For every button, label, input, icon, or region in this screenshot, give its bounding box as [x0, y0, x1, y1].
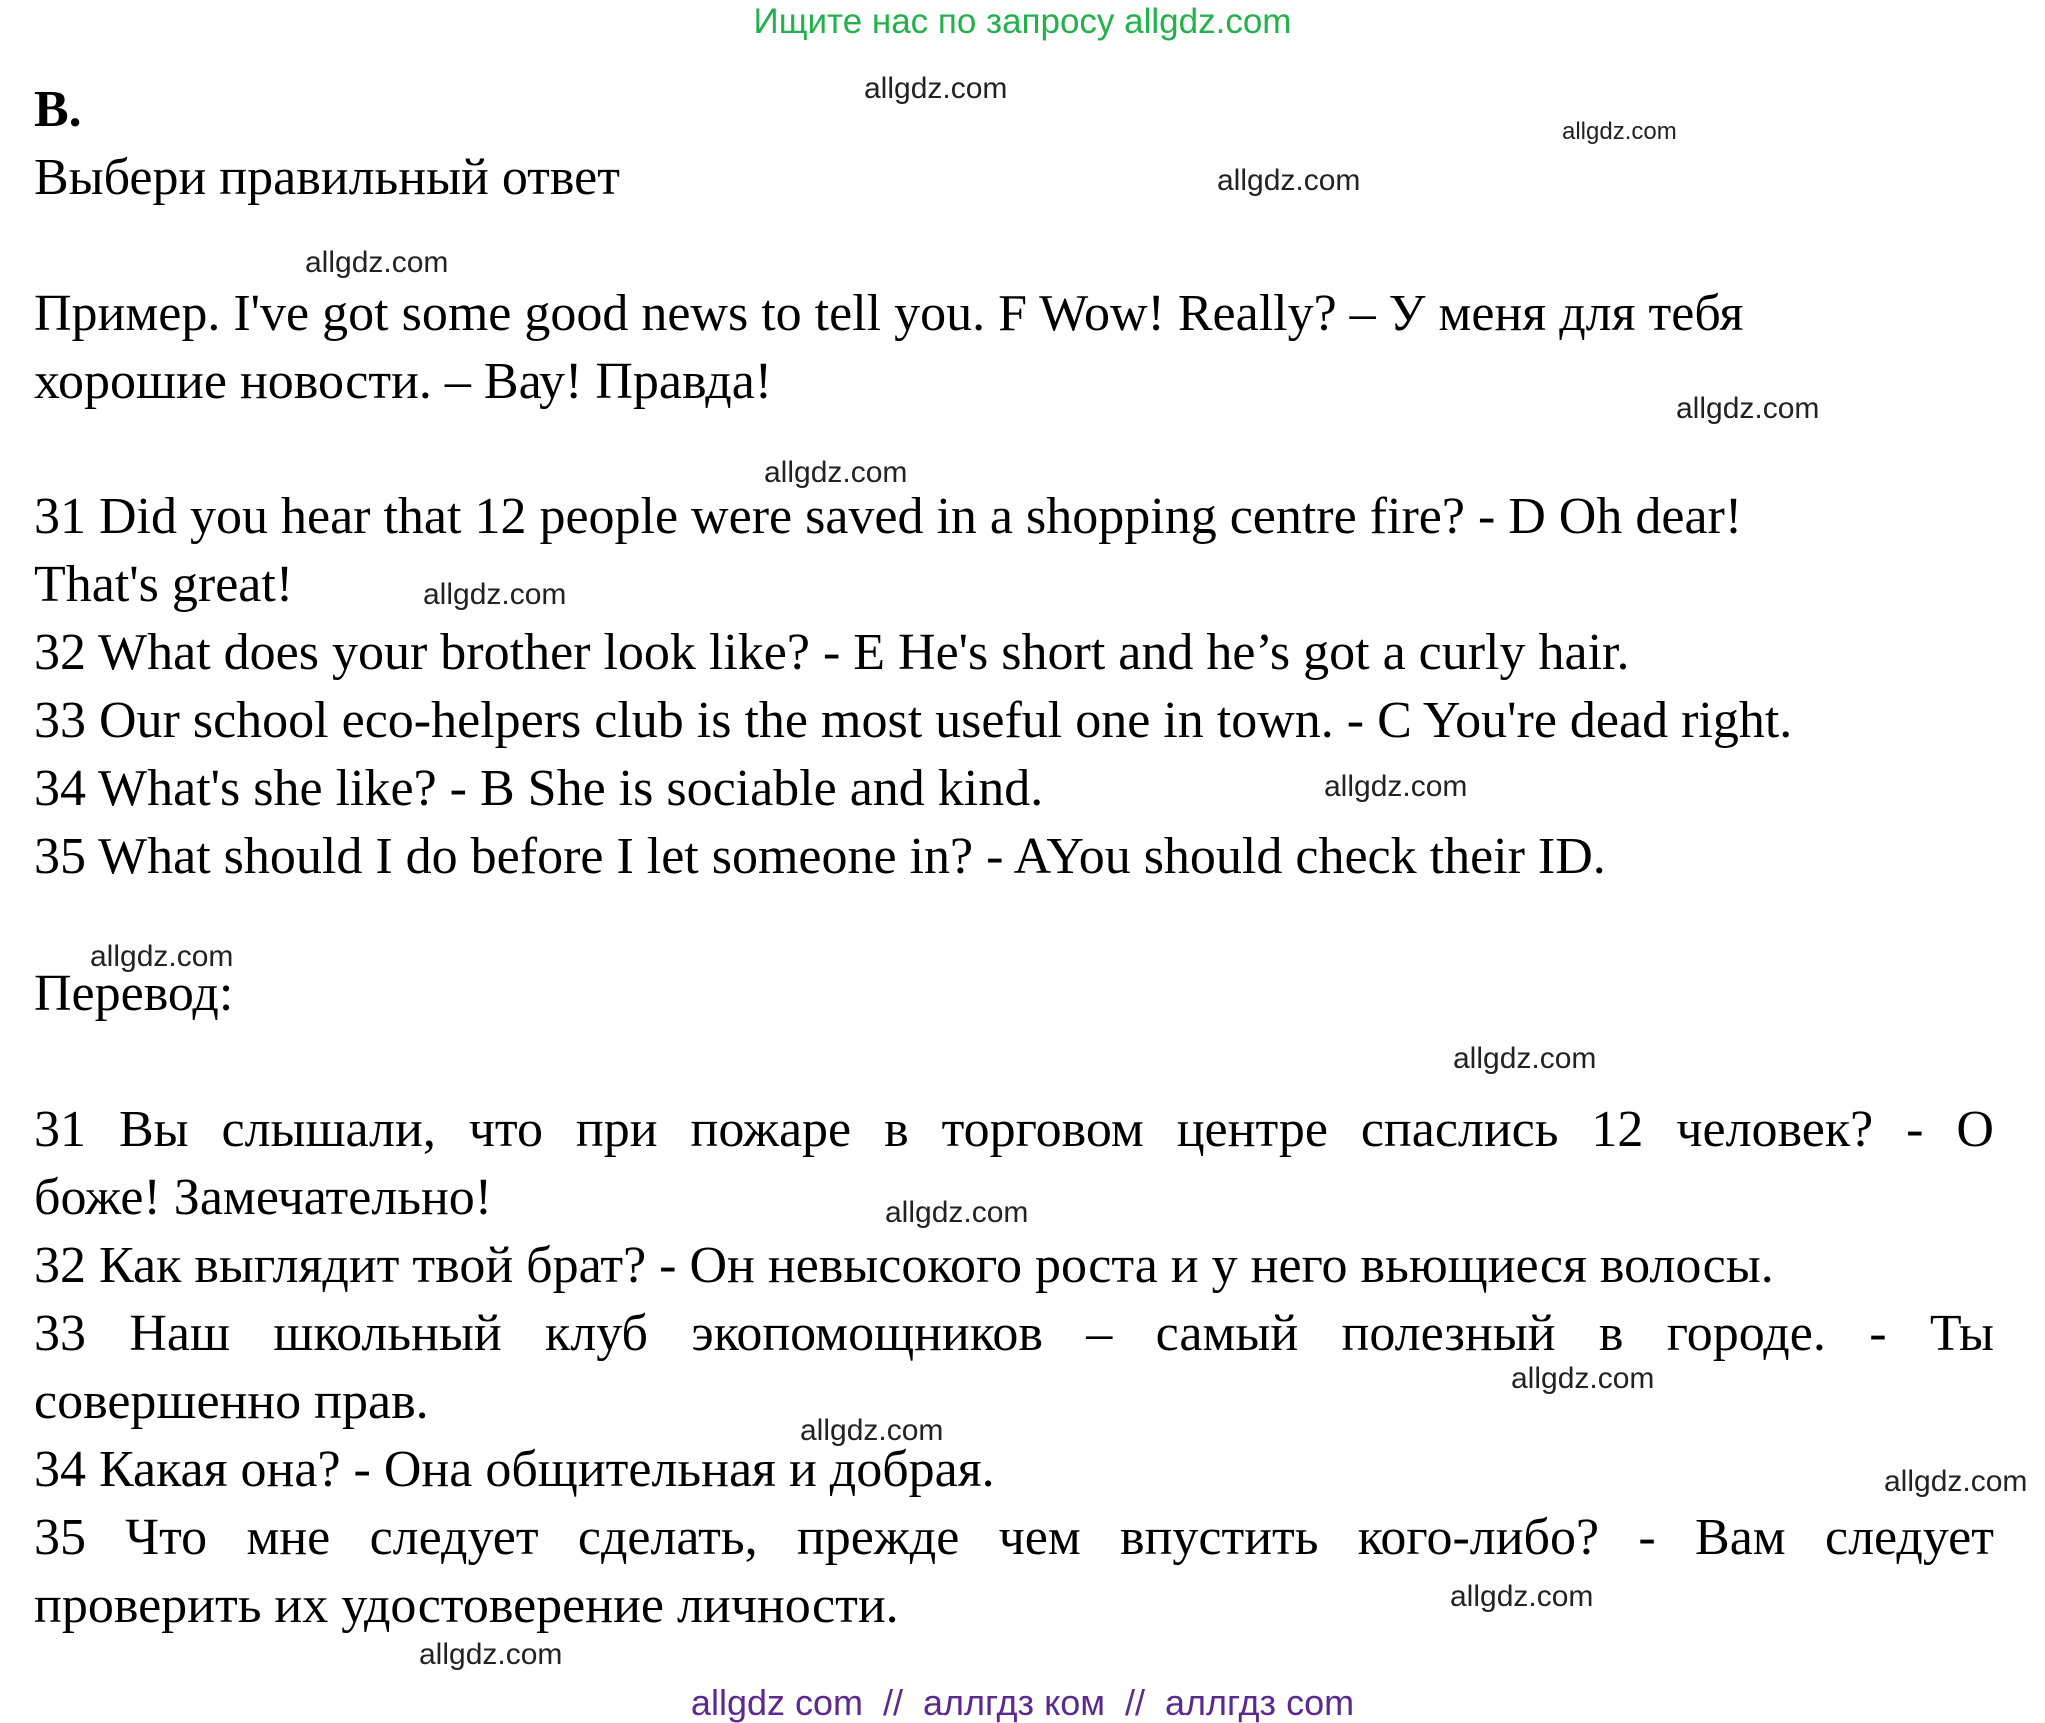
- translation-34: 34 Какая она? - Она общительная и добрая.: [34, 1441, 995, 1498]
- answer-31-line-1: 31 Did you hear that 12 people were saved in a shopping centre fire? - D Oh dear!: [34, 488, 1743, 545]
- answer-31-line-2: That's great!: [34, 556, 294, 613]
- translation-heading: Перевод:: [34, 965, 234, 1022]
- watermark: allgdz.com: [423, 578, 567, 611]
- instruction: Выбери правильный ответ: [34, 149, 620, 206]
- watermark: allgdz.com: [764, 456, 908, 489]
- answer-32: 32 What does your brother look like? - E He's short and he’s got a curly hair.: [34, 624, 1630, 681]
- translation-32: 32 Как выглядит твой брат? - Он невысокого роста и у него вьющиеся волосы.: [34, 1237, 1774, 1294]
- watermark: allgdz.com: [1217, 164, 1361, 197]
- search-hint-banner: Ищите нас по запросу allgdz.com: [753, 2, 1292, 41]
- translation-33-line-2: совершенно прав.: [34, 1373, 429, 1430]
- answer-34: 34 What's she like? - B She is sociable and kind.: [34, 760, 1044, 817]
- watermark: allgdz.com: [1511, 1362, 1655, 1395]
- watermark: allgdz.com: [885, 1196, 1029, 1229]
- watermark: allgdz.com: [864, 72, 1008, 105]
- translation-35-line-2: проверить их удостоверение личности.: [34, 1577, 899, 1634]
- watermark: allgdz.com: [419, 1638, 563, 1671]
- watermark: allgdz.com: [800, 1414, 944, 1447]
- example-line-2: хорошие новости. – Вау! Правда!: [34, 353, 773, 410]
- answer-35: 35 What should I do before I let someone in? - AYou should check their ID.: [34, 828, 1606, 885]
- answer-33: 33 Our school eco-helpers club is the most useful one in town. - C You're dead right.: [34, 692, 1793, 749]
- watermark: allgdz.com: [1562, 118, 1677, 145]
- translation-33-line-1: 33 Наш школьный клуб экопомощников – самый полезный в городе. - Ты: [34, 1305, 1994, 1362]
- watermark: allgdz.com: [1453, 1042, 1597, 1075]
- translation-31-line-1: 31 Вы слышали, что при пожаре в торговом центре спаслись 12 человек? - О: [34, 1101, 1994, 1158]
- section-letter: B.: [34, 81, 82, 138]
- footer-links[interactable]: allgdz com // аллгдз ком // аллгдз com: [690, 1682, 1355, 1723]
- watermark: allgdz.com: [1450, 1580, 1594, 1613]
- example-line-1: Пример. I've got some good news to tell you. F Wow! Really? – У меня для тебя: [34, 285, 1744, 342]
- watermark: allgdz.com: [1324, 770, 1468, 803]
- translation-31-line-2: боже! Замечательно!: [34, 1169, 493, 1226]
- watermark: allgdz.com: [1884, 1465, 2028, 1498]
- watermark: allgdz.com: [305, 246, 449, 279]
- watermark: allgdz.com: [1676, 392, 1820, 425]
- translation-35-line-1: 35 Что мне следует сделать, прежде чем впустить кого-либо? - Вам следует: [34, 1509, 1994, 1566]
- watermark: allgdz.com: [90, 940, 234, 973]
